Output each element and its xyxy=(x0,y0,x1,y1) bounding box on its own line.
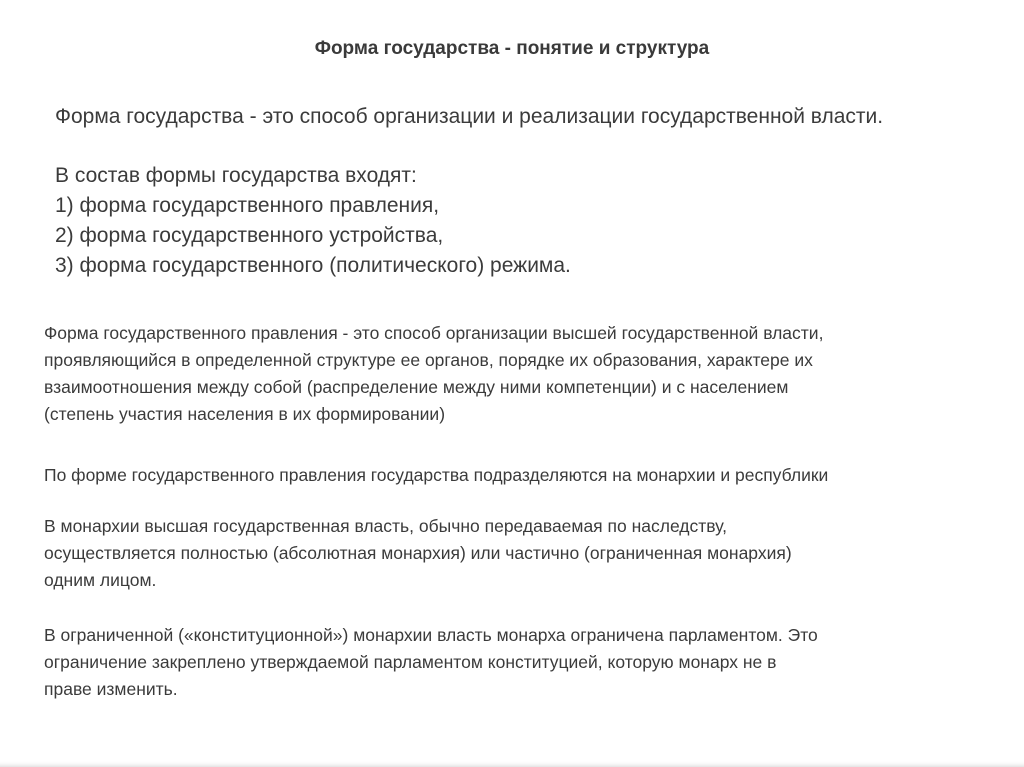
text-line: праве изменить. xyxy=(44,679,178,699)
text-line: В ограниченной («конституционной») монархии власть монарха ограничена парламентом. Это xyxy=(44,625,818,645)
paragraph-division xyxy=(44,462,1004,489)
text-line: (степень участия населения в их формировании) xyxy=(44,404,446,424)
text-line: одним лицом. xyxy=(44,570,157,590)
paragraph-limited-monarchy xyxy=(44,622,1004,703)
paragraph-government-form xyxy=(44,320,1004,428)
text-line: ограничение закреплено утверждаемой парламентом конституцией, которую монарх не в xyxy=(44,652,777,672)
text-line: В монархии высшая государственная власть, обычно передаваемая по наследству, xyxy=(44,516,728,536)
list-item: 2) форма государственного устройства, xyxy=(55,224,444,247)
definition-text: Форма государства - это способ организации и реализации государственной власти. xyxy=(55,105,884,128)
page-title: Форма государства - понятие и структура xyxy=(314,38,710,59)
list-item: 3) форма государственного (политического) режима. xyxy=(55,254,571,277)
text-line: осуществляется полностью (абсолютная монархия) или частично (ограниченная монархия) xyxy=(44,543,792,563)
paragraph-monarchy xyxy=(44,513,1004,594)
composition-intro: В состав формы государства входят: xyxy=(55,164,417,187)
text-line: Форма государственного правления - это способ организации высшей государственной власти, xyxy=(44,323,824,343)
list-item: 1) форма государственного правления, xyxy=(55,194,440,217)
text-line: проявляющийся в определенной структуре ее органов, порядке их образования, характере их xyxy=(44,350,813,370)
composition-list xyxy=(55,161,571,281)
text-line: взаимоотношения между собой (распределение между ними компетенции) и с населением xyxy=(44,377,789,397)
text-line: По форме государственного правления государства подразделяются на монархии и республики xyxy=(44,465,829,485)
